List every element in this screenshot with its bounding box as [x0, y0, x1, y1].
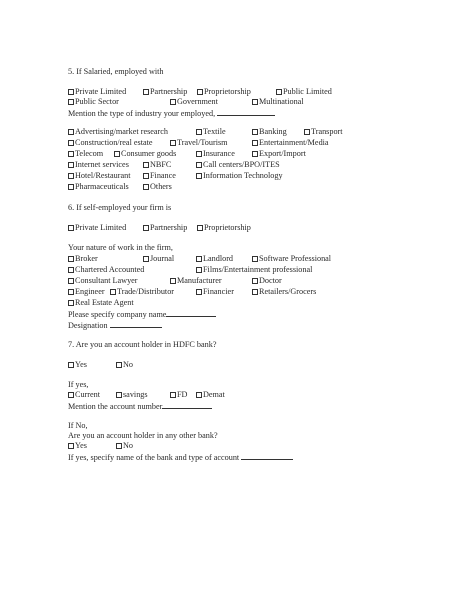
checkbox-nbfc[interactable]: NBFC: [143, 161, 171, 169]
checkbox-box[interactable]: [68, 140, 74, 146]
designation-prompt: Designation: [68, 321, 162, 330]
checkbox-box[interactable]: [196, 289, 202, 295]
checkbox-hdfc-no[interactable]: No: [116, 361, 133, 369]
checkbox-box[interactable]: [68, 278, 74, 284]
checkbox-box[interactable]: [196, 151, 202, 157]
checkbox-box[interactable]: [252, 140, 258, 146]
checkbox-box[interactable]: [196, 162, 202, 168]
checkbox-box[interactable]: [68, 256, 74, 262]
checkbox-consultant-lawyer[interactable]: Consultant Lawyer: [68, 277, 138, 285]
other-bank-prompt: If yes, specify name of the bank and type of account: [68, 453, 293, 462]
checkbox-box[interactable]: [196, 173, 202, 179]
checkbox-box[interactable]: [68, 129, 74, 135]
checkbox-box[interactable]: [114, 151, 120, 157]
checkbox-box[interactable]: [196, 392, 202, 398]
checkbox-entertainment[interactable]: Entertainment/Media: [252, 139, 329, 147]
checkbox-software-professional[interactable]: Software Professional: [252, 255, 331, 263]
checkbox-box[interactable]: [68, 392, 74, 398]
company-name-input-line[interactable]: [166, 310, 216, 317]
checkbox-financier[interactable]: Financier: [196, 288, 234, 296]
checkbox-construction[interactable]: Construction/real estate: [68, 139, 153, 147]
checkbox-box[interactable]: [68, 225, 74, 231]
checkbox-hdfc-yes[interactable]: Yes: [68, 361, 87, 369]
checkbox-box[interactable]: [252, 129, 258, 135]
checkbox-box[interactable]: [197, 89, 203, 95]
checkbox-box[interactable]: [170, 99, 176, 105]
checkbox-box[interactable]: [68, 89, 74, 95]
checkbox-journal[interactable]: Journal: [143, 255, 174, 263]
checkbox-box[interactable]: [252, 278, 258, 284]
checkbox-firm-private-limited[interactable]: Private Limited: [68, 224, 126, 232]
if-no-label: If No,: [68, 421, 88, 430]
checkbox-box[interactable]: [68, 300, 74, 306]
checkbox-box[interactable]: [196, 267, 202, 273]
checkbox-pharmaceuticals[interactable]: Pharmaceuticals: [68, 183, 129, 191]
checkbox-box[interactable]: [170, 278, 176, 284]
checkbox-box[interactable]: [110, 289, 116, 295]
checkbox-insurance[interactable]: Insurance: [196, 150, 235, 158]
other-bank-question: Are you an account holder in any other bank?: [68, 431, 218, 440]
checkbox-public-sector[interactable]: Public Sector: [68, 98, 119, 106]
checkbox-savings[interactable]: savings: [116, 391, 148, 399]
checkbox-banking[interactable]: Banking: [252, 128, 287, 136]
q5-heading: 5. If Salaried, employed with: [68, 67, 164, 76]
checkbox-travel[interactable]: Travel/Tourism: [170, 139, 228, 147]
checkbox-box[interactable]: [68, 267, 74, 273]
checkbox-box[interactable]: [170, 392, 176, 398]
checkbox-internet-services[interactable]: Internet services: [68, 161, 129, 169]
checkbox-advertising[interactable]: Advertising/market research: [68, 128, 168, 136]
checkbox-box[interactable]: [143, 162, 149, 168]
checkbox-chartered-accountant[interactable]: Chartered Accounted: [68, 266, 144, 274]
checkbox-box[interactable]: [68, 289, 74, 295]
designation-input-line[interactable]: [110, 321, 162, 328]
checkbox-landlord[interactable]: Landlord: [196, 255, 233, 263]
q6-heading: 6. If self-employed your firm is: [68, 203, 172, 212]
checkbox-public-limited[interactable]: Public Limited: [276, 88, 332, 96]
checkbox-box[interactable]: [143, 89, 149, 95]
checkbox-retailers-grocers[interactable]: Retailers/Grocers: [252, 288, 316, 296]
if-yes-label: If yes,: [68, 380, 89, 389]
checkbox-box[interactable]: [68, 184, 74, 190]
checkbox-textile[interactable]: Textile: [196, 128, 226, 136]
checkbox-box[interactable]: [68, 443, 74, 449]
q7-heading: 7. Are you an account holder in HDFC bank?: [68, 340, 217, 349]
checkbox-partnership[interactable]: Partnership: [143, 88, 187, 96]
checkbox-manufacturer[interactable]: Manufacturer: [170, 277, 222, 285]
checkbox-box[interactable]: [143, 184, 149, 190]
checkbox-demat[interactable]: Demat: [196, 391, 225, 399]
checkbox-doctor[interactable]: Doctor: [252, 277, 282, 285]
account-number-prompt: Mention the account number: [68, 402, 212, 411]
checkbox-trade-distributor[interactable]: Trade/Distributor: [110, 288, 174, 296]
checkbox-box[interactable]: [276, 89, 282, 95]
checkbox-call-centers[interactable]: Call centers/BPO/ITES: [196, 161, 280, 169]
checkbox-information-technology[interactable]: Information Technology: [196, 172, 283, 180]
checkbox-box[interactable]: [252, 99, 258, 105]
checkbox-firm-partnership[interactable]: Partnership: [143, 224, 187, 232]
checkbox-box[interactable]: [197, 225, 203, 231]
checkbox-transport[interactable]: Transport: [304, 128, 343, 136]
checkbox-box[interactable]: [252, 256, 258, 262]
checkbox-box[interactable]: [116, 362, 122, 368]
checkbox-box[interactable]: [196, 129, 202, 135]
checkbox-box[interactable]: [116, 443, 122, 449]
checkbox-export-import[interactable]: Export/Import: [252, 150, 306, 158]
checkbox-box[interactable]: [68, 151, 74, 157]
checkbox-box[interactable]: [68, 362, 74, 368]
checkbox-multinational[interactable]: Multinational: [252, 98, 304, 106]
checkbox-box[interactable]: [143, 225, 149, 231]
checkbox-box[interactable]: [68, 99, 74, 105]
checkbox-government[interactable]: Government: [170, 98, 218, 106]
other-bank-input-line[interactable]: [241, 453, 293, 460]
checkbox-firm-proprietorship[interactable]: Proprietorship: [197, 224, 251, 232]
checkbox-engineer[interactable]: Engineer: [68, 288, 105, 296]
checkbox-box[interactable]: [68, 162, 74, 168]
checkbox-box[interactable]: [196, 256, 202, 262]
checkbox-real-estate-agent[interactable]: Real Estate Agent: [68, 299, 134, 307]
checkbox-finance[interactable]: Finance: [143, 172, 176, 180]
checkbox-box[interactable]: [304, 129, 310, 135]
industry-prompt: Mention the type of industry your employed,: [68, 109, 275, 118]
checkbox-private-limited[interactable]: Private Limited: [68, 88, 126, 96]
checkbox-films-entertainment[interactable]: Films/Entertainment professional: [196, 266, 312, 274]
checkbox-proprietorship[interactable]: Proprietorship: [197, 88, 251, 96]
company-name-prompt: Please specify company name: [68, 310, 216, 319]
checkbox-box[interactable]: [143, 173, 149, 179]
checkbox-broker[interactable]: Broker: [68, 255, 98, 263]
checkbox-telecom[interactable]: Telecom: [68, 150, 103, 158]
checkbox-box[interactable]: [116, 392, 122, 398]
checkbox-current[interactable]: Current: [68, 391, 100, 399]
checkbox-box[interactable]: [68, 173, 74, 179]
nature-of-work-prompt: Your nature of work in the firm,: [68, 243, 173, 252]
account-number-input-line[interactable]: [162, 402, 212, 409]
checkbox-other-bank-no[interactable]: No: [116, 442, 133, 450]
checkbox-box[interactable]: [170, 140, 176, 146]
checkbox-others[interactable]: Others: [143, 183, 172, 191]
checkbox-consumer-goods[interactable]: Consumer goods: [114, 150, 176, 158]
checkbox-box[interactable]: [143, 256, 149, 262]
checkbox-box[interactable]: [252, 289, 258, 295]
checkbox-box[interactable]: [252, 151, 258, 157]
industry-input-line[interactable]: [217, 109, 275, 116]
checkbox-fd[interactable]: FD: [170, 391, 187, 399]
checkbox-hotel-restaurant[interactable]: Hotel/Restaurant: [68, 172, 130, 180]
checkbox-other-bank-yes[interactable]: Yes: [68, 442, 87, 450]
